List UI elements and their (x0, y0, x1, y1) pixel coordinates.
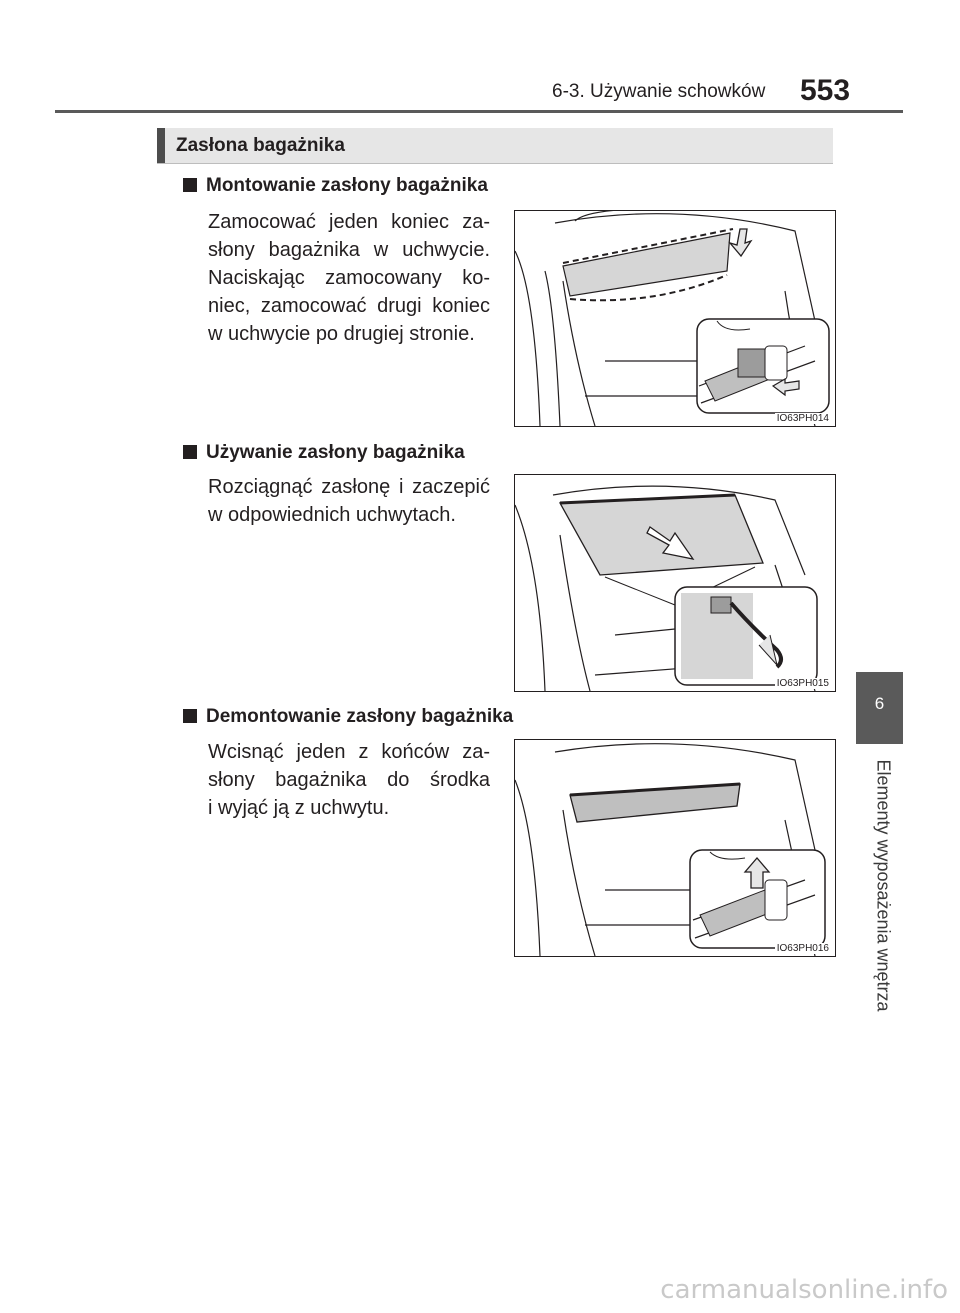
chapter-side-label (868, 752, 892, 1022)
section-heading-text: Demontowanie zasłony bagażnika (206, 706, 514, 727)
section-body-removing (208, 738, 490, 822)
figure-code: IO63PH015 (776, 678, 829, 689)
title-marker (157, 128, 165, 163)
body-line: słony bagażnika do środka (208, 769, 490, 791)
figure-code: IO63PH016 (776, 943, 829, 954)
body-line: niec, zamocować drugi koniec (208, 295, 490, 317)
figure-removing (514, 739, 836, 957)
trunk-illustration-removing (515, 740, 835, 956)
section-heading-using (183, 442, 465, 464)
body-line: Rozciągnąć zasłonę i zaczepić (208, 476, 490, 498)
section-heading-text: Montowanie zasłony bagażnika (206, 175, 488, 196)
page-number: 553 (800, 74, 851, 107)
watermark: carmanualsonline.info (660, 1275, 948, 1305)
body-line: i wyjąć ją z uchwytu. (208, 797, 390, 819)
topic-title: Zasłona bagażnika (176, 135, 345, 156)
header-rule (55, 110, 903, 113)
section-body-using (208, 473, 490, 529)
topic-title-bar (157, 128, 833, 164)
bullet-square-icon (183, 445, 197, 459)
chapter-number: 6 (874, 694, 885, 713)
bullet-square-icon (183, 709, 197, 723)
body-line: słony bagażnika w uchwycie. (208, 239, 490, 261)
chapter-tab (856, 672, 903, 744)
section-heading-mounting (183, 175, 488, 197)
section-body-mounting (208, 208, 490, 348)
section-title: 6-3. Używanie schowków (552, 81, 766, 102)
section-heading-removing (183, 706, 513, 728)
trunk-illustration-mounting (515, 211, 835, 426)
chapter-title: Elementy wyposażenia wnętrza (873, 759, 894, 1012)
body-line: Wcisnąć jeden z końców za- (208, 741, 490, 763)
body-line: w odpowiednich uchwytach. (208, 504, 456, 526)
body-line: Naciskając zamocowany ko- (208, 267, 490, 289)
bullet-square-icon (183, 178, 197, 192)
figure-code: IO63PH014 (776, 413, 829, 424)
trunk-illustration-using (515, 475, 835, 691)
figure-using (514, 474, 836, 692)
body-line: Zamocować jeden koniec za- (208, 211, 490, 233)
body-line: w uchwycie po drugiej stronie. (208, 323, 475, 345)
figure-mounting (514, 210, 836, 427)
section-heading-text: Używanie zasłony bagażnika (206, 442, 465, 463)
